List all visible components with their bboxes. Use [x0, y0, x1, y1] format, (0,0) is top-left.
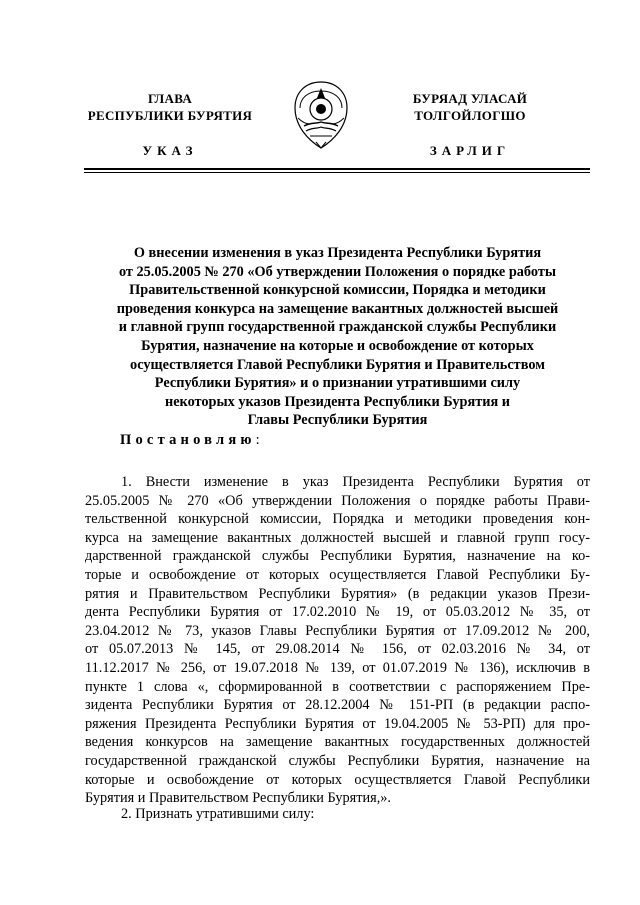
paragraph-line: которые и освобождение от которых осуществляется Главой Республики [85, 771, 590, 788]
title-line: Правительственной конкурсной комиссии, Порядка и методики [129, 282, 546, 299]
paragraph-line: торые и освобождение от которых осуществляется Главой Республики Бу- [85, 566, 590, 583]
decree-formula [120, 432, 260, 449]
document-kind-buryat: ЗАРЛИГ [429, 143, 511, 158]
title-line: Главы Республики Бурятия [247, 412, 428, 429]
paragraph-line: 11.12.2017 № 256, от 19.07.2018 № 139, от 01.07.2019 № 136), исключив в [85, 659, 590, 676]
header-divider-thick [84, 168, 590, 170]
paragraph-line: государственной гражданской службы Республики Бурятия, назначение на [85, 752, 590, 769]
title-line: и главной групп государственной гражданской службы Республики [118, 319, 557, 336]
issuer-line: ГЛАВА [147, 91, 193, 106]
issuer-title-russian [60, 90, 280, 124]
paragraph-line: дента Республики Бурятия от 17.02.2010 № 19, от 05.03.2012 № 35, от [85, 604, 590, 621]
paragraph-line: 1. Внести изменение в указ Президента Республики Бурятия от [121, 474, 590, 490]
issuer-line: БУРЯАД УЛАСАЙ [412, 91, 528, 106]
header-divider-thin [84, 172, 590, 173]
issuer-line: ТОЛГОЙЛОГШО [414, 108, 526, 123]
issuer-line: РЕСПУБЛИКИ БУРЯТИЯ [87, 108, 253, 123]
document-kind-russian: УКАЗ [142, 143, 198, 158]
coat-of-arms-icon [286, 78, 356, 152]
paragraph-line: от 05.07.2013 № 145, от 29.08.2014 № 156, от 02.03.2016 № 34, от [85, 641, 590, 658]
paragraph-line: ведения конкурсов на замещение вакантных государственных должностей [85, 734, 590, 751]
paragraph-line: зидента Республики Бурятия от 28.12.2004 № 151-РП (в редакции распо- [85, 697, 590, 714]
decree-word: Постановляю [120, 432, 256, 448]
title-line: Бурятия, назначение на которые и освобождение от которых [141, 337, 534, 354]
title-line: О внесении изменения в указ Президента Республики Бурятия [133, 245, 542, 261]
paragraph-line: курса на замещение вакантных должностей высшей и главной групп госу- [85, 529, 590, 546]
title-line: Республики Бурятия» и о признании утратившими силу [154, 375, 521, 392]
title-line: некоторых указов Президента Республики Бурятия и [164, 393, 511, 410]
paragraph-line: 25.05.2005 № 270 «Об утверждении Положения о порядке работы Прави- [85, 492, 590, 509]
paragraph-line: 23.04.2012 № 73, указов Главы Республики Бурятия от 17.09.2012 № 200, [85, 622, 590, 639]
document-title [85, 244, 590, 430]
item-1-paragraph [85, 473, 590, 808]
paragraph-line: ряжения Президента Республики Бурятия от 19.04.2005 № 53-РП) для про- [85, 715, 590, 732]
item-2-paragraph: 2. Признать утратившими силу: [121, 806, 315, 822]
paragraph-line: рятия и Правительством Республики Бурятия» (в редакции указов Прези- [85, 585, 590, 602]
decree-colon: : [255, 432, 260, 448]
paragraph-line: тельственной конкурсной комиссии, Порядка и методики проведения кон- [85, 511, 590, 528]
issuer-title-buryat [360, 90, 580, 124]
title-line: осуществляется Главой Республики Бурятия и Правительством [130, 356, 545, 373]
paragraph-line: пункте 1 слова «, сформированной в соответствии с распоряжением Пре- [85, 678, 590, 695]
title-line: от 25.05.2005 № 270 «Об утверждении Положения о порядке работы [118, 263, 557, 280]
paragraph-line: Бурятия и Правительством Республики Бурятия,». [85, 790, 392, 807]
title-line: проведения конкурса на замещение вакантных должностей высшей [116, 300, 559, 317]
paragraph-line: дарственной гражданской службы Республики Бурятия, назначение на ко- [85, 548, 590, 565]
